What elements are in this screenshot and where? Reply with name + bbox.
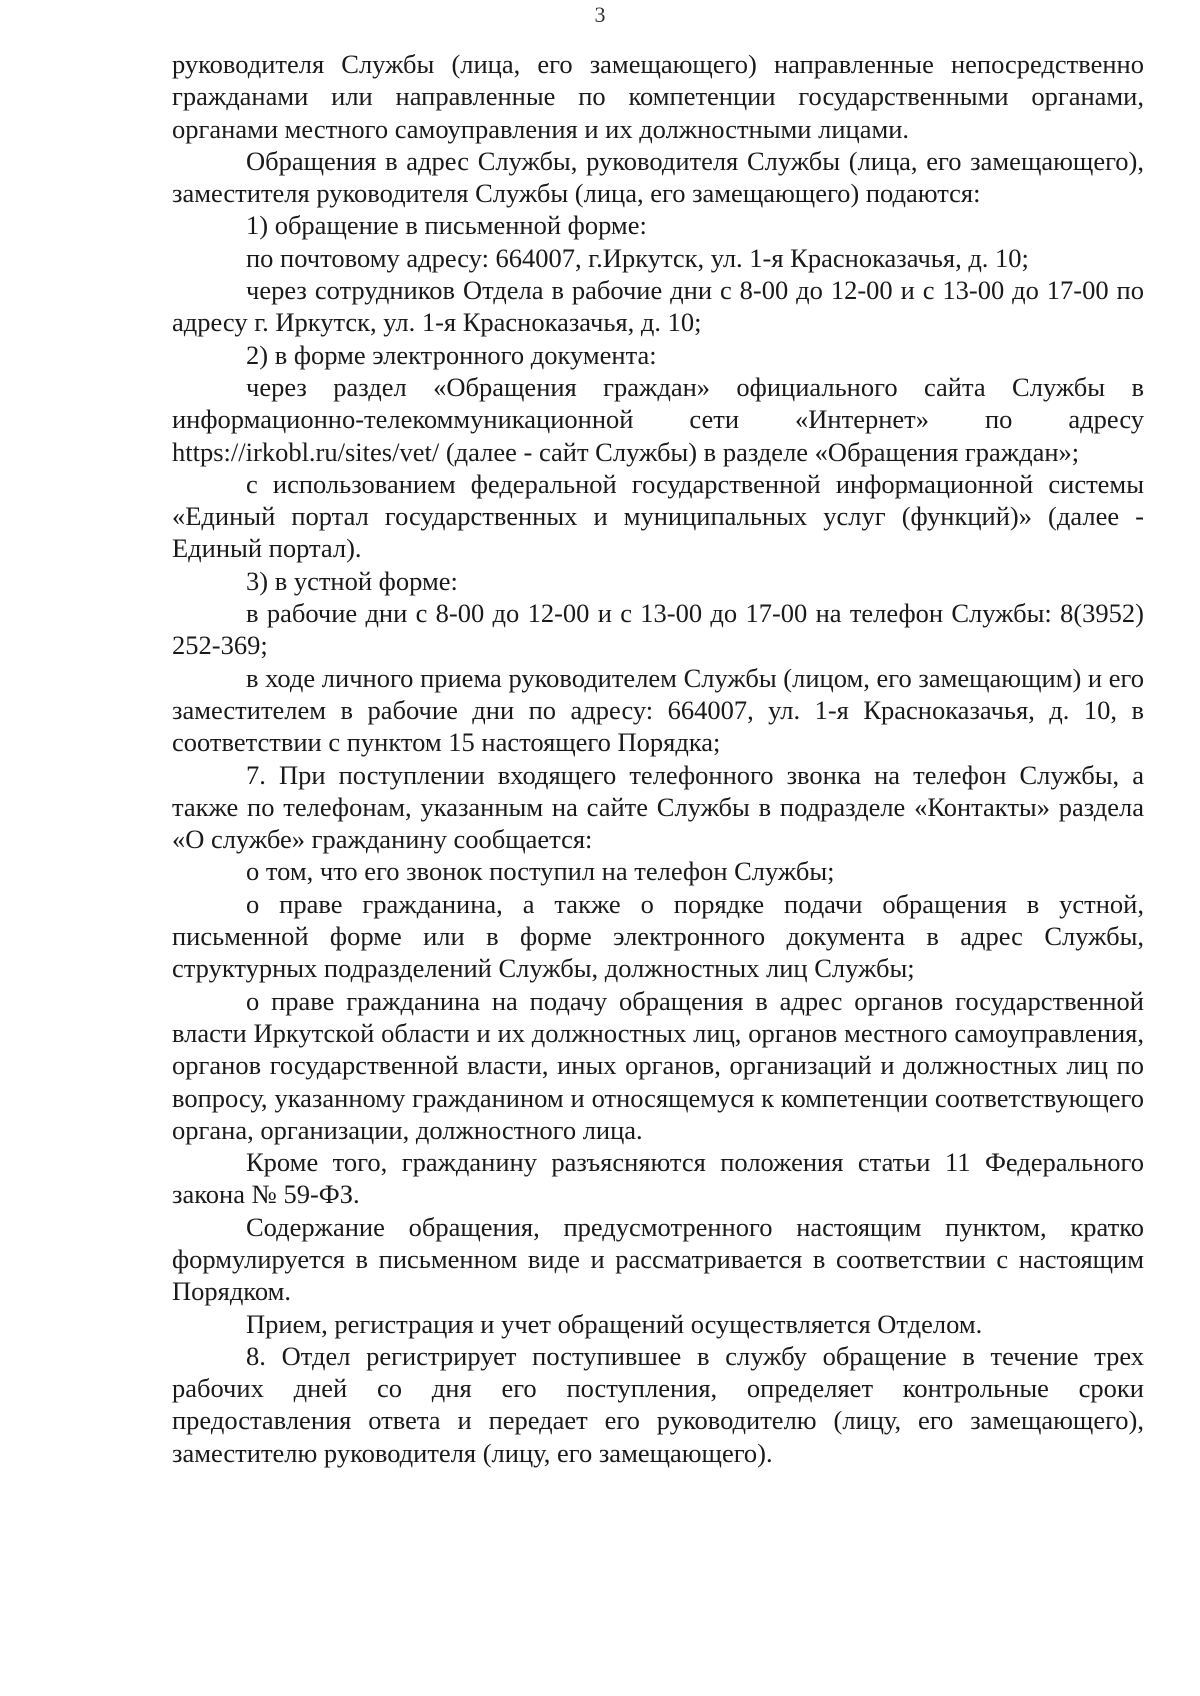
- paragraph-law-article: Кроме того, гражданину разъясняются положения статьи 11 Федерального закона № 59-ФЗ.: [172, 1147, 1144, 1210]
- paragraph-unified-portal: с использованием федеральной государственной информационной системы «Единый портал государственных и муниципальных услуг (функций)» (далее - Единый портал).: [172, 468, 1144, 564]
- paragraph-phone-hours: в рабочие дни с 8-00 до 12-00 и с 13-00 до 17-00 на телефон Службы: 8(3952) 252-369;: [172, 598, 1144, 661]
- paragraph-citizen-rights: о праве гражданина, а также о порядке подачи обращения в устной, письменной форме или в форме электронного документа в адрес Службы, структурных подразделений Службы, должностных лиц Службы;: [172, 888, 1144, 984]
- paragraph-registration: Прием, регистрация и учет обращений осуществляется Отделом.: [246, 1308, 983, 1339]
- paragraph-website-section: через раздел «Обращения граждан» официального сайта Службы в информационно-телекоммуникационной сети «Интернет» по адресу https://irkobl.ru/sites/vet/ (далее - сайт Службы) в разделе «Обращения граждан»;: [172, 371, 1144, 467]
- page-number: 3: [594, 2, 606, 27]
- document-body: [172, 48, 1144, 1469]
- paragraph-other-bodies: о праве гражданина на подачу обращения в адрес органов государственной власти Иркутской области и их должностных лиц, органов местного самоуправления, органов государственной власти, иных органов, организаций и должностных лиц по вопросу, указанному гражданином и относящемуся к компетенции соответствующего органа, организации, должностного лица.: [172, 985, 1144, 1145]
- paragraph-item-7: 7. При поступлении входящего телефонного звонка на телефон Службы, а также по телефонам, указанным на сайте Службы в подразделе «Контакты» раздела «О службе» гражданину сообщается:: [172, 759, 1144, 855]
- paragraph-oral-form: 3) в устной форме:: [246, 565, 458, 596]
- paragraph-staff-hours: через сотрудников Отдела в рабочие дни с 8-00 до 12-00 и с 13-00 до 17-00 по адресу г. Иркутск, ул. 1-я Красноказачья, д. 10;: [172, 275, 1144, 338]
- paragraph-electronic-form: 2) в форме электронного документа:: [246, 339, 657, 370]
- paragraph-personal-reception: в ходе личного приема руководителем Службы (лицом, его замещающим) и его заместителем в рабочие дни по адресу: 664007, ул. 1-я Красноказачья, д. 10, в соответствии с пунктом 15 настоящего Порядка;: [172, 662, 1144, 758]
- paragraph-call-received: о том, что его звонок поступил на телефон Службы;: [246, 856, 835, 887]
- paragraph-continuation: руководителя Службы (лица, его замещающего) направленные непосредственно гражданами или направленные по компетенции государственными органами, органами местного самоуправления и их должностными лицами.: [172, 49, 1144, 144]
- paragraph-postal-address: по почтовому адресу: 664007, г.Иркутск, ул. 1-я Красноказачья, д. 10;: [246, 242, 1029, 273]
- paragraph-item-8: 8. Отдел регистрирует поступившее в службу обращение в течение трех рабочих дней со дня его поступления, определяет контрольные сроки предоставления ответа и передает его руководителю (лицу, его замещающего), заместителю руководителя (лицу, его замещающего).: [172, 1340, 1144, 1468]
- paragraph-content-summary: Содержание обращения, предусмотренного настоящим пунктом, кратко формулируется в письменном виде и рассматривается в соответствии с настоящим Порядком.: [172, 1211, 1144, 1307]
- paragraph-submission-intro: Обращения в адрес Службы, руководителя Службы (лица, его замещающего), заместителя руководителя Службы (лица, его замещающего) подаются:: [172, 145, 1144, 209]
- paragraph-written-form: 1) обращение в письменной форме:: [246, 210, 647, 241]
